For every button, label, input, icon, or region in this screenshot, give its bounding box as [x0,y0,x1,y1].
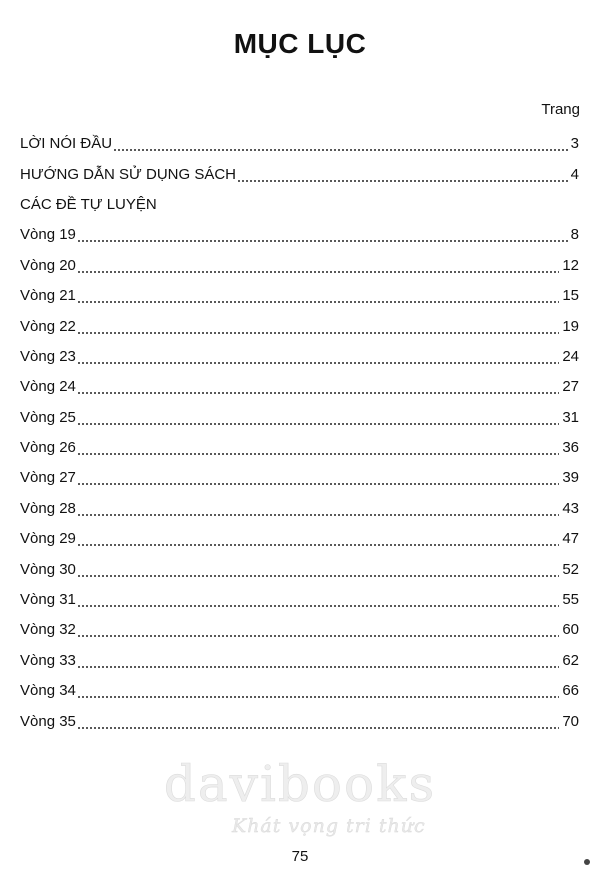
toc-entry-label: Vòng 20 [20,256,76,274]
toc-entry-label: Vòng 21 [20,287,76,305]
toc-entry-label: HƯỚNG DẪN SỬ DỤNG SÁCH [20,165,236,183]
toc-entry [20,676,579,706]
watermark-tagline: Khát vọng tri thức [232,815,426,837]
toc-entry [20,190,579,220]
toc-entry-page: 39 [562,469,579,487]
toc-entry [20,463,579,493]
toc-entry [20,372,579,402]
scan-dot-mark [584,859,590,865]
dot-leader [77,281,559,311]
dot-leader [77,555,559,585]
toc-entry-page: 24 [562,347,579,365]
toc-entry-label: Vòng 30 [20,560,76,578]
toc-entry [20,251,579,281]
dot-leader [77,585,559,615]
toc-entry [20,129,579,159]
toc-entry-page: 47 [562,530,579,548]
dot-leader [77,615,559,645]
toc-entry-label: Vòng 31 [20,591,76,609]
watermark-logo: davibooks [163,755,437,813]
toc-entry-page: 8 [570,226,579,244]
dot-leader [77,524,559,554]
toc-entry [20,524,579,554]
toc-entry-label: Vòng 26 [20,439,76,457]
toc-entry-label: Vòng 35 [20,712,76,730]
toc-entry-label: Vòng 34 [20,682,76,700]
dot-leader [77,372,559,402]
dot-leader [77,312,559,342]
toc-entry-label: Vòng 22 [20,317,76,335]
toc-entry [20,311,579,341]
toc-entry [20,706,579,736]
dot-leader [77,494,559,524]
toc-entry-page: 15 [562,287,579,305]
toc-entry-label: Vòng 28 [20,499,76,517]
toc-entry-page: 12 [562,256,579,274]
toc-entry-page: 36 [562,439,579,457]
toc-entry-page: 62 [562,651,579,669]
toc-entry [20,585,579,615]
dot-leader [113,129,568,159]
toc-entry-label: Vòng 32 [20,621,76,639]
toc-entry [20,554,579,584]
toc-entry [20,494,579,524]
toc-entry [20,342,579,372]
dot-leader [77,342,559,372]
dot-leader [77,463,559,493]
dot-leader [77,707,559,737]
dot-leader [77,646,559,676]
page-number: 75 [291,848,309,865]
toc-entry-label: LỜI NÓI ĐẦU [20,135,113,153]
dot-leader [77,433,559,463]
toc-entry [20,646,579,676]
toc-entry-label: Vòng 29 [20,530,76,548]
toc-entry-page: 66 [562,682,579,700]
toc-entry [20,403,579,433]
toc-entry-page: 3 [570,135,579,153]
dot-leader [237,160,568,190]
toc-entry [20,615,579,645]
toc-entry-label: Vòng 24 [20,378,76,396]
toc-entry-label: CÁC ĐỀ TỰ LUYỆN [20,195,157,213]
toc-entry-label: Vòng 33 [20,651,76,669]
toc-entry-page: 60 [562,621,579,639]
page-column-header: Trang [541,101,580,118]
toc-entry-label: Vòng 23 [20,347,76,365]
toc-entry-page: 4 [570,165,579,183]
toc-entry-page: 31 [562,408,579,426]
dot-leader [77,403,559,433]
dot-leader [77,676,559,706]
page-title: MỤC LỤC [233,28,367,59]
toc-entry [20,281,579,311]
toc-entry-label: Vòng 25 [20,408,76,426]
toc-entry-page: 43 [562,499,579,517]
toc-entry [20,433,579,463]
dot-leader [77,220,568,250]
toc-entry-page: 27 [562,378,579,396]
toc-entry-label: Vòng 19 [20,226,76,244]
dot-leader [77,251,559,281]
toc-entry [20,220,579,250]
toc-entry-page: 70 [562,712,579,730]
toc-entry-page: 55 [562,591,579,609]
toc-entry [20,159,579,189]
toc-entry-label: Vòng 27 [20,469,76,487]
table-of-contents [20,129,579,737]
toc-entry-page: 19 [562,317,579,335]
toc-entry-page: 52 [562,560,579,578]
